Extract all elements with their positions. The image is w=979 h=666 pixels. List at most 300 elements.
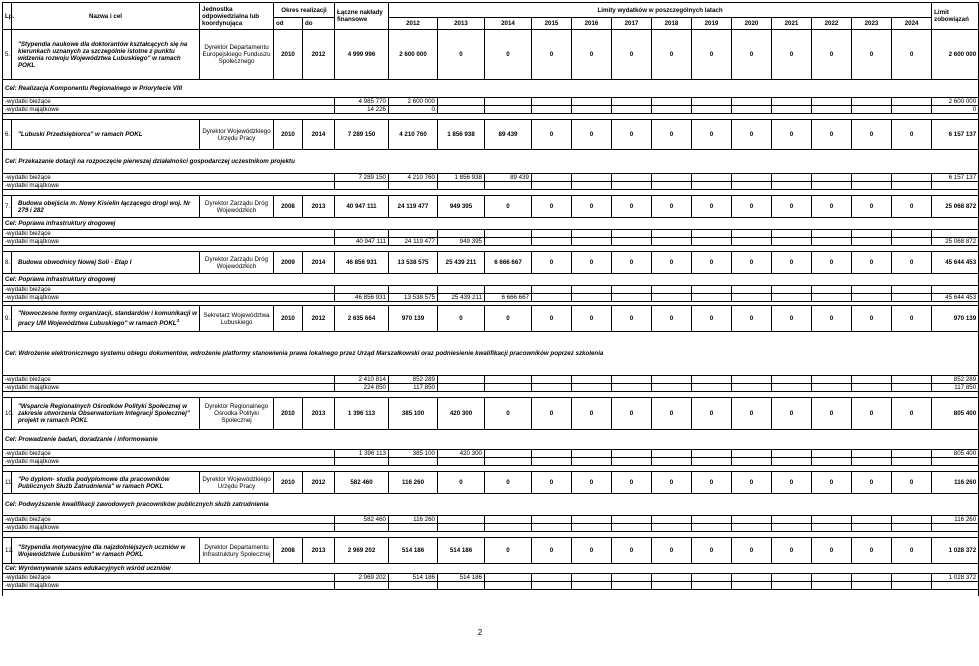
expense-empty — [532, 230, 572, 238]
expense-limit — [932, 458, 979, 466]
expense-empty — [812, 174, 852, 182]
goal-row — [3, 218, 979, 230]
expense-empty — [532, 286, 572, 294]
expense-empty — [532, 98, 572, 106]
expense-empty — [572, 238, 612, 246]
expense-empty — [612, 182, 652, 190]
project-year-value: 0 — [892, 30, 932, 80]
header-name: Nazwa i cel — [12, 3, 200, 30]
expense-empty — [572, 174, 612, 182]
project-total: 46 856 931 — [335, 252, 389, 274]
project-goal: Cel: Poprawa infrastruktury drogowej — [3, 274, 979, 286]
expense-empty — [772, 516, 812, 524]
expense-empty — [532, 238, 572, 246]
expense-empty — [652, 286, 692, 294]
expense-empty — [772, 286, 812, 294]
expense-label: -wydatki bieżące — [3, 98, 335, 106]
header-limit: Limit zobowiązań — [932, 3, 979, 30]
expense-empty — [572, 524, 612, 532]
expense-empty — [892, 574, 932, 582]
project-year-value: 0 — [692, 252, 732, 274]
expense-row — [3, 582, 979, 590]
expense-empty — [892, 450, 932, 458]
project-year-value: 0 — [532, 120, 572, 150]
expense-empty — [732, 574, 772, 582]
project-unit: Dyrektor Regionalnego Ośrodka Polityki Społecznej — [200, 398, 274, 430]
header-year: 2013 — [438, 18, 485, 30]
expense-row — [3, 376, 979, 384]
project-limit: 45 644 453 — [932, 252, 979, 274]
expense-empty — [812, 458, 852, 466]
project-name — [12, 30, 200, 80]
footnote-marker: 3 — [176, 317, 180, 323]
header-year: 2016 — [572, 18, 612, 30]
expense-empty — [892, 174, 932, 182]
expense-2014 — [485, 582, 532, 590]
expense-limit — [932, 524, 979, 532]
expense-empty — [732, 230, 772, 238]
project-year-value: 0 — [532, 538, 572, 564]
project-year-value: 0 — [732, 120, 772, 150]
expense-empty — [772, 450, 812, 458]
project-total: 40 947 111 — [335, 196, 389, 218]
table-body — [3, 3, 979, 596]
expense-2014 — [485, 516, 532, 524]
expense-empty — [532, 294, 572, 302]
expense-empty — [652, 524, 692, 532]
project-row — [3, 398, 979, 430]
expense-2012: 514 186 — [389, 574, 438, 582]
expense-empty — [772, 524, 812, 532]
header-year: 2017 — [612, 18, 652, 30]
project-year-value: 0 — [772, 306, 812, 332]
header-limits: Limity wydatków w poszczególnych latach — [389, 3, 932, 18]
expense-2013 — [438, 182, 485, 190]
project-unit: Dyrektor Departamentu Infrastruktury Społecznej — [200, 538, 274, 564]
project-year-value: 0 — [732, 252, 772, 274]
project-year-value: 0 — [852, 30, 892, 80]
project-lp: 8. — [3, 252, 12, 274]
expense-empty — [612, 450, 652, 458]
project-year-value: 420 300 — [438, 398, 485, 430]
header-year: 2012 — [389, 18, 438, 30]
expense-label: -wydatki majątkowe — [3, 524, 335, 532]
project-limit: 116 260 — [932, 472, 979, 494]
project-lp: 11. — [3, 472, 12, 494]
expense-total: 582 460 — [335, 516, 389, 524]
project-year-value: 0 — [892, 120, 932, 150]
project-year-value: 970 139 — [389, 306, 438, 332]
expense-empty — [852, 582, 892, 590]
expense-total: 2 410 814 — [335, 376, 389, 384]
expense-empty — [892, 230, 932, 238]
expense-total — [335, 458, 389, 466]
expense-empty — [732, 98, 772, 106]
expense-empty — [892, 582, 932, 590]
project-year-value: 0 — [812, 120, 852, 150]
expense-total — [335, 182, 389, 190]
expense-empty — [532, 574, 572, 582]
expense-empty — [572, 574, 612, 582]
project-total: 4 999 996 — [335, 30, 389, 80]
project-name-text: "Wsparcie Regionalnych Ośrodków Polityki Społecznej w zakresie utworzenia Obserwatorium Integracji Społecznej" projekt w ramach POKL — [18, 403, 190, 424]
project-unit: Dyrektor Zarządu Dróg Wojewódzkich — [200, 196, 274, 218]
spacer-cell — [3, 590, 979, 596]
expense-empty — [892, 294, 932, 302]
project-year-value: 0 — [652, 196, 692, 218]
project-year-value: 0 — [612, 30, 652, 80]
project-lp: 6. — [3, 120, 12, 150]
project-year-value: 0 — [812, 30, 852, 80]
project-goal: Cel: Prowadzenie badań, doradzanie i informowanie — [3, 430, 979, 450]
expense-empty — [532, 516, 572, 524]
expense-empty — [772, 294, 812, 302]
expense-empty — [732, 450, 772, 458]
expense-empty — [852, 286, 892, 294]
expense-total — [335, 582, 389, 590]
expense-empty — [772, 376, 812, 384]
expense-total: 14 226 — [335, 106, 389, 114]
expense-empty — [732, 174, 772, 182]
expense-empty — [612, 238, 652, 246]
expense-empty — [652, 182, 692, 190]
expense-empty — [532, 458, 572, 466]
project-year-value: 0 — [572, 252, 612, 274]
expense-empty — [812, 574, 852, 582]
project-year-value: 25 439 211 — [438, 252, 485, 274]
expense-empty — [732, 516, 772, 524]
expense-2013 — [438, 98, 485, 106]
header-row — [3, 3, 979, 18]
project-year-value: 0 — [438, 30, 485, 80]
expense-empty — [852, 458, 892, 466]
project-year-value: 0 — [732, 196, 772, 218]
expense-empty — [732, 286, 772, 294]
expense-limit: 6 157 137 — [932, 174, 979, 182]
expense-empty — [692, 458, 732, 466]
expense-empty — [652, 98, 692, 106]
project-year-value: 0 — [772, 196, 812, 218]
project-total: 7 289 150 — [335, 120, 389, 150]
project-year-value: 0 — [652, 252, 692, 274]
project-year-value: 0 — [852, 538, 892, 564]
expense-total: 7 289 150 — [335, 174, 389, 182]
expense-empty — [732, 182, 772, 190]
expense-empty — [812, 384, 852, 392]
project-year-value: 116 260 — [389, 472, 438, 494]
expense-empty — [652, 238, 692, 246]
expense-2012: 116 260 — [389, 516, 438, 524]
expense-empty — [852, 98, 892, 106]
project-goal: Cel: Podwyższenie kwalifikacji zawodowych pracowników publicznych służb zatrudnienia — [3, 494, 979, 516]
project-from: 2010 — [274, 30, 303, 80]
page-number: 2 — [477, 628, 483, 637]
project-lp: 10. — [3, 398, 12, 430]
expense-empty — [732, 376, 772, 384]
expense-row — [3, 524, 979, 532]
project-year-value: 0 — [812, 538, 852, 564]
expense-row — [3, 230, 979, 238]
project-from: 2010 — [274, 472, 303, 494]
project-lp: 7. — [3, 196, 12, 218]
expense-empty — [692, 516, 732, 524]
expense-label: -wydatki bieżące — [3, 376, 335, 384]
project-year-value: 0 — [612, 538, 652, 564]
expense-empty — [892, 376, 932, 384]
expense-empty — [612, 230, 652, 238]
expense-empty — [732, 106, 772, 114]
project-year-value: 0 — [692, 472, 732, 494]
project-year-value: 0 — [438, 306, 485, 332]
project-year-value: 0 — [812, 196, 852, 218]
expense-2013 — [438, 286, 485, 294]
expense-total: 46 856 931 — [335, 294, 389, 302]
expense-total: 40 947 111 — [335, 238, 389, 246]
expense-empty — [852, 384, 892, 392]
project-year-value: 385 100 — [389, 398, 438, 430]
expense-empty — [812, 98, 852, 106]
header-total: Łączne nakłady finansowe — [335, 3, 389, 30]
project-year-value: 0 — [532, 472, 572, 494]
expense-empty — [892, 106, 932, 114]
expense-row — [3, 238, 979, 246]
project-year-value: 0 — [692, 538, 732, 564]
expense-empty — [732, 582, 772, 590]
project-year-value: 0 — [892, 306, 932, 332]
project-from: 2010 — [274, 398, 303, 430]
expense-empty — [692, 524, 732, 532]
expense-empty — [532, 450, 572, 458]
expense-empty — [772, 238, 812, 246]
project-year-value: 0 — [852, 398, 892, 430]
expense-empty — [572, 458, 612, 466]
expense-row — [3, 516, 979, 524]
expense-empty — [532, 376, 572, 384]
expense-empty — [892, 384, 932, 392]
expense-2012: 24 119 477 — [389, 238, 438, 246]
project-year-value: 0 — [612, 120, 652, 150]
expense-row — [3, 450, 979, 458]
expense-empty — [892, 524, 932, 532]
project-year-value: 0 — [732, 398, 772, 430]
expense-empty — [852, 182, 892, 190]
project-unit: Sekretarz Województwa Lubuskiego — [200, 306, 274, 332]
project-total: 2 969 202 — [335, 538, 389, 564]
header-year: 2019 — [692, 18, 732, 30]
project-name — [12, 252, 200, 274]
expense-label: -wydatki bieżące — [3, 286, 335, 294]
expense-empty — [772, 384, 812, 392]
expense-empty — [572, 376, 612, 384]
expense-empty — [852, 524, 892, 532]
expense-empty — [732, 458, 772, 466]
expense-empty — [772, 106, 812, 114]
expense-empty — [612, 98, 652, 106]
project-unit: Dyrektor Wojewódzkiego Urzędu Pracy — [200, 472, 274, 494]
expense-empty — [612, 524, 652, 532]
expense-2014 — [485, 524, 532, 532]
expense-limit — [932, 286, 979, 294]
project-row — [3, 30, 979, 80]
project-year-value: 0 — [892, 398, 932, 430]
project-goal: Cel: Poprawa infrastruktury drogowej — [3, 218, 979, 230]
goal-row — [3, 150, 979, 174]
expense-empty — [892, 238, 932, 246]
project-year-value: 0 — [572, 306, 612, 332]
expense-empty — [612, 174, 652, 182]
expense-empty — [692, 384, 732, 392]
expense-row — [3, 574, 979, 582]
project-row — [3, 472, 979, 494]
project-year-value: 2 600 000 — [389, 30, 438, 80]
goal-row — [3, 274, 979, 286]
project-row — [3, 120, 979, 150]
project-year-value: 0 — [652, 306, 692, 332]
project-year-value: 0 — [892, 538, 932, 564]
expense-empty — [772, 582, 812, 590]
expense-2014 — [485, 98, 532, 106]
expense-limit: 45 644 453 — [932, 294, 979, 302]
header-year: 2024 — [892, 18, 932, 30]
project-goal: Cel: Wdrożenie elektronicznego systemu obiegu dokumentów, wdrożenie platformy stanowienia prawa lokalnego przez Urząd Marszałkowski oraz podniesienie kwalifikacji pracowników poprzez szkolenia — [3, 332, 979, 376]
expense-empty — [812, 238, 852, 246]
project-year-value: 4 210 760 — [389, 120, 438, 150]
expense-empty — [812, 106, 852, 114]
expense-empty — [812, 376, 852, 384]
expense-empty — [652, 458, 692, 466]
expense-row — [3, 106, 979, 114]
expense-2014 — [485, 458, 532, 466]
expense-2014: 89 439 — [485, 174, 532, 182]
project-year-value: 0 — [572, 538, 612, 564]
expense-2012: 385 100 — [389, 450, 438, 458]
project-year-value: 0 — [485, 538, 532, 564]
expense-empty — [652, 574, 692, 582]
expense-empty — [732, 238, 772, 246]
project-to: 2012 — [303, 472, 335, 494]
project-lp: 5. — [3, 30, 12, 80]
expense-empty — [852, 106, 892, 114]
expense-empty — [692, 238, 732, 246]
expense-2012 — [389, 524, 438, 532]
expense-empty — [852, 450, 892, 458]
project-year-value: 0 — [572, 398, 612, 430]
project-year-value: 0 — [572, 196, 612, 218]
project-year-value: 0 — [532, 30, 572, 80]
expense-empty — [572, 582, 612, 590]
project-year-value: 1 856 938 — [438, 120, 485, 150]
header-year: 2018 — [652, 18, 692, 30]
expense-2013 — [438, 458, 485, 466]
header-year: 2020 — [732, 18, 772, 30]
expense-total: 1 396 113 — [335, 450, 389, 458]
expense-empty — [852, 376, 892, 384]
expense-limit: 116 260 — [932, 516, 979, 524]
project-to: 2014 — [303, 252, 335, 274]
project-year-value: 0 — [612, 252, 652, 274]
project-year-value: 0 — [572, 30, 612, 80]
expense-empty — [532, 174, 572, 182]
expense-2014 — [485, 182, 532, 190]
expense-empty — [652, 376, 692, 384]
project-year-value: 0 — [652, 30, 692, 80]
expense-empty — [692, 230, 732, 238]
project-unit: Dyrektor Zarządu Dróg Wojewódzkich — [200, 252, 274, 274]
project-from: 2008 — [274, 196, 303, 218]
header-from: od — [274, 18, 303, 30]
project-year-value: 0 — [612, 306, 652, 332]
expense-label: -wydatki majątkowe — [3, 182, 335, 190]
expense-empty — [852, 294, 892, 302]
expense-label: -wydatki majątkowe — [3, 294, 335, 302]
expense-empty — [572, 230, 612, 238]
project-year-value: 0 — [652, 398, 692, 430]
project-from: 2008 — [274, 538, 303, 564]
project-from: 2010 — [274, 306, 303, 332]
expense-empty — [892, 98, 932, 106]
project-name-text: "Stypendia motywacyjne dla najzdolniejszych uczniów w Województwie Lubuskim" w ramach POKL — [18, 543, 186, 558]
project-name-text: "Stypendia naukowe dla doktorantów kształcących się na kierunkach uznanych za szczególnie istotne z punktu widzenia rozwoju Województwa Lubuskiego" w ramach POKL — [18, 40, 188, 69]
project-year-value: 0 — [732, 538, 772, 564]
expense-empty — [572, 286, 612, 294]
project-unit: Dyrektor Departamentu Europejskiego Funduszu Społecznego — [200, 30, 274, 80]
project-year-value: 0 — [732, 472, 772, 494]
expense-empty — [532, 384, 572, 392]
expense-empty — [892, 458, 932, 466]
expense-empty — [652, 294, 692, 302]
expense-empty — [532, 524, 572, 532]
goal-row — [3, 430, 979, 450]
expense-empty — [892, 182, 932, 190]
expense-empty — [812, 582, 852, 590]
project-year-value: 0 — [532, 306, 572, 332]
expense-empty — [652, 582, 692, 590]
project-year-value: 89 439 — [485, 120, 532, 150]
project-name-text: "Lubuski Przedsiębiorca" w ramach POKL — [18, 131, 143, 138]
project-year-value: 0 — [485, 196, 532, 218]
expense-limit: 1 028 372 — [932, 574, 979, 582]
expense-2012 — [389, 230, 438, 238]
expense-empty — [772, 174, 812, 182]
header-lp: Lp. — [3, 3, 12, 30]
expense-limit: 117 850 — [932, 384, 979, 392]
project-year-value: 0 — [772, 120, 812, 150]
expense-empty — [692, 182, 732, 190]
project-year-value: 0 — [772, 538, 812, 564]
expense-2012 — [389, 182, 438, 190]
expense-label: -wydatki majątkowe — [3, 458, 335, 466]
expense-total — [335, 286, 389, 294]
expense-limit: 805 400 — [932, 450, 979, 458]
project-year-value: 0 — [485, 398, 532, 430]
project-year-value: 0 — [612, 398, 652, 430]
project-limit: 25 068 872 — [932, 196, 979, 218]
project-limit: 805 400 — [932, 398, 979, 430]
expense-empty — [692, 450, 732, 458]
project-year-value: 0 — [692, 196, 732, 218]
header-year: 2014 — [485, 18, 532, 30]
project-row — [3, 252, 979, 274]
expense-empty — [692, 376, 732, 384]
expense-2014 — [485, 376, 532, 384]
goal-row — [3, 494, 979, 516]
project-year-value: 0 — [812, 398, 852, 430]
expense-2014 — [485, 286, 532, 294]
expense-limit — [932, 182, 979, 190]
project-year-value: 949 395 — [438, 196, 485, 218]
expense-2014 — [485, 106, 532, 114]
expense-empty — [892, 286, 932, 294]
